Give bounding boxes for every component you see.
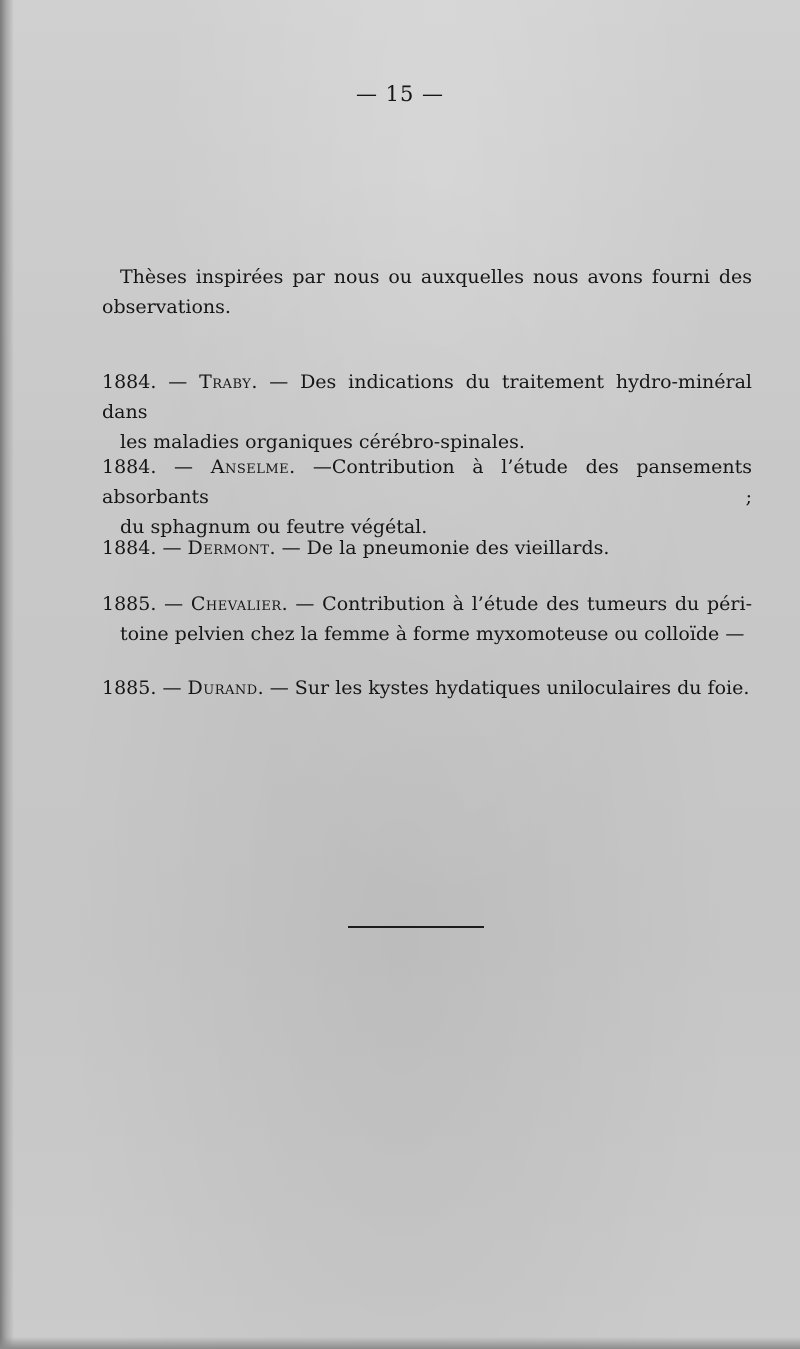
- thesis-author: Traby: [199, 371, 252, 393]
- page-edge-shadow: [0, 0, 14, 1349]
- thesis-title-continued: du sphagnum ou feutre végétal.: [120, 516, 428, 538]
- page-bottom-shadow: [0, 1337, 800, 1349]
- thesis-entry: [102, 533, 752, 563]
- thesis-entry-first-line: 1884. — Anselme. —Contribution à l’étude des pansements absorbants ;: [102, 456, 752, 508]
- page-number: — 15 —: [355, 82, 445, 106]
- thesis-year: 1885.: [102, 677, 157, 699]
- intro-paragraph: Thèses inspirées par nous ou auxquelles nous avons fourni des observations.: [102, 266, 752, 318]
- thesis-author: Durand: [187, 677, 258, 699]
- thesis-year: 1884.: [102, 537, 157, 559]
- thesis-title: Contribution à l’étude des tumeurs du péri-: [322, 593, 752, 615]
- thesis-entry: [102, 589, 752, 649]
- thesis-entry-first-line: 1885. — Chevalier. — Contribution à l’étude des tumeurs du péri-: [102, 593, 752, 615]
- thesis-title: Contribution à l’étude des pansements absorbants ;: [102, 456, 752, 508]
- thesis-author: Chevalier: [190, 593, 282, 615]
- thesis-title: Des indications du traitement hydro-minéral dans: [102, 371, 752, 423]
- thesis-year: 1885.: [102, 593, 157, 615]
- thesis-title-continued: toine pelvien chez la femme à forme myxomoteuse ou colloïde —: [120, 623, 745, 645]
- thesis-author: Dermont: [187, 537, 270, 559]
- thesis-title: De la pneumonie des vieillards.: [306, 537, 610, 559]
- thesis-year: 1884.: [102, 456, 157, 478]
- thesis-entry: [102, 367, 752, 457]
- thesis-entry-first-line: 1884. — Dermont. — De la pneumonie des vieillards.: [102, 537, 610, 559]
- thesis-entry-first-line: 1884. — Traby. — Des indications du traitement hydro-minéral dans: [102, 371, 752, 423]
- section-end-rule: [348, 926, 484, 928]
- thesis-entry: [102, 452, 752, 542]
- thesis-year: 1884.: [102, 371, 157, 393]
- thesis-entry-first-line: 1885. — Durand. — Sur les kystes hydatiques uniloculaires du foie.: [102, 677, 750, 699]
- thesis-author: Anselme: [210, 456, 290, 478]
- thesis-title-continued: les maladies organiques cérébro-spinales.: [120, 431, 525, 453]
- thesis-entry: [102, 673, 752, 703]
- thesis-title: Sur les kystes hydatiques uniloculaires du foie.: [294, 677, 750, 699]
